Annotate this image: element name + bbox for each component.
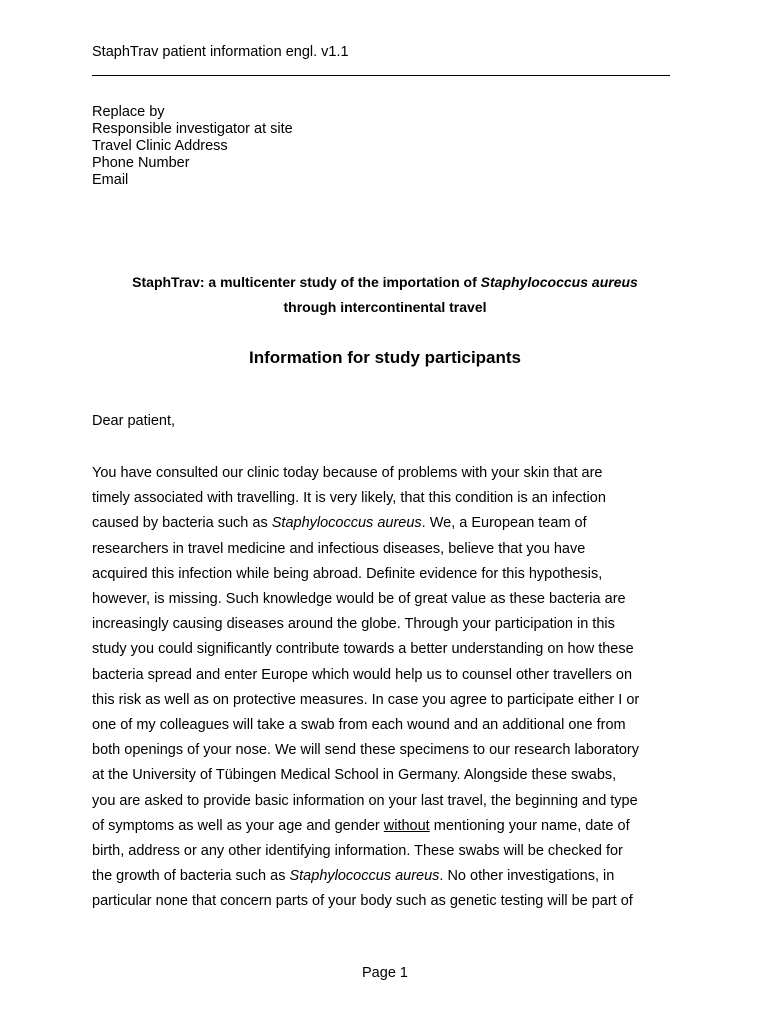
paragraph-line [92,814,692,839]
paragraph-line: at the University of Tübingen Medical School in Germany. Alongside these swabs, [92,767,617,784]
paragraph-line: acquired this infection while being abroad. Definite evidence for this hypothesis, [92,565,603,582]
line-text: the growth of bacteria such as [92,868,290,885]
paragraph-line: both openings of your nose. We will send these specimens to our research laboratory [92,742,640,759]
paragraph-line: increasingly causing diseases around the globe. Through your participation in this [92,616,615,633]
study-title-organism: Staphylococcus aureus [480,274,638,290]
paragraph-line [92,511,692,536]
page-number: Page 1 [362,965,408,981]
page-title: Information for study participants [248,348,522,367]
study-title-line-1 [92,270,678,295]
study-title-text: StaphTrav: a multicenter study of the importation of [132,274,481,290]
line-text: . We, a European team of [421,515,587,532]
paragraph-line: this risk as well as on protective measures. In case you agree to participate either I or [92,691,640,708]
paragraph-line: particular none that concern parts of your body such as genetic testing will be part of [92,893,633,910]
organism-name: Staphylococcus aureus [289,868,440,885]
paragraph-line: birth, address or any other identifying information. These swabs will be checked for [92,843,623,860]
paragraph-line: you are asked to provide basic information on your last travel, the beginning and type [92,792,638,809]
address-line: Travel Clinic Address [92,138,228,154]
study-title [92,270,678,320]
header-divider [92,75,670,76]
line-text: of symptoms as well as your age and gender [92,817,384,834]
paragraph-line: You have consulted our clinic today because of problems with your skin that are [92,465,603,481]
address-line: Email [92,172,129,188]
address-line: Phone Number [92,155,190,171]
paragraph-line: study you could significantly contribute towards a better understanding on how these [92,641,634,658]
running-header: StaphTrav patient information engl. v1.1 [92,44,349,60]
paragraph-line: bacteria spread and enter Europe which would help us to counsel other travellers on [92,666,633,683]
study-title-line-2: through intercontinental travel [283,299,487,315]
body-paragraph [92,461,692,915]
organism-name: Staphylococcus aureus [271,515,422,532]
line-text: mentioning your name, date of [429,817,630,834]
investigator-address-block [92,104,293,189]
paragraph-line [92,864,692,889]
line-text: caused by bacteria such as [92,515,272,532]
salutation: Dear patient, [92,413,176,429]
emphasis-underlined: without [383,817,430,834]
paragraph-line: researchers in travel medicine and infectious diseases, believe that you have [92,540,586,557]
paragraph-line: one of my colleagues will take a swab from each wound and an additional one from [92,717,626,734]
paragraph-line: however, is missing. Such knowledge would be of great value as these bacteria are [92,591,626,608]
address-line: Responsible investigator at site [92,121,293,137]
paragraph-line: timely associated with travelling. It is very likely, that this condition is an infection [92,490,606,507]
address-line: Replace by [92,104,165,120]
line-text: . No other investigations, in [439,868,615,885]
